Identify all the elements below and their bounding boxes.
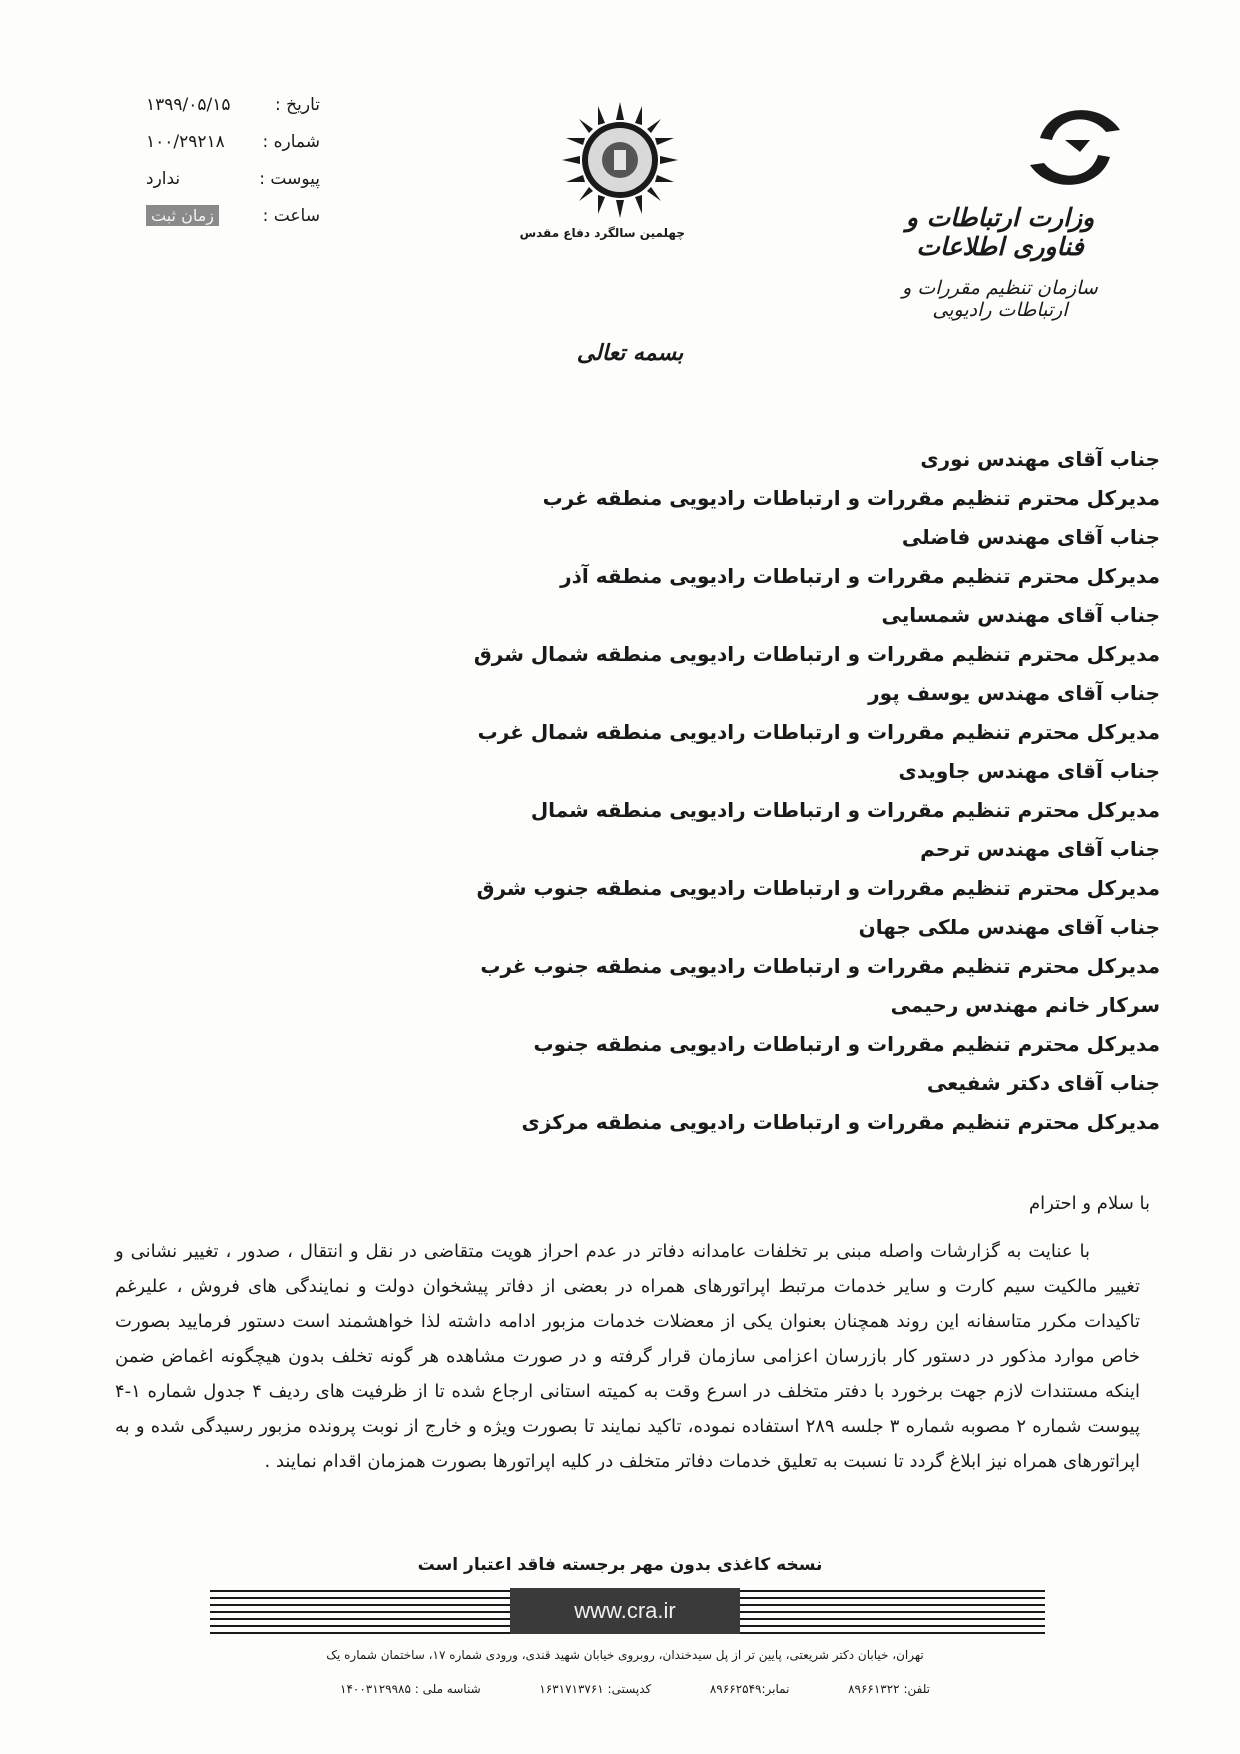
- footer-rules: [210, 1588, 1045, 1634]
- recipient-line: جناب آقای دکتر شفیعی: [926, 1071, 1160, 1095]
- sun-seal-icon: [560, 100, 680, 220]
- number-label: شماره :: [262, 131, 320, 152]
- recipients-list: [460, 440, 1160, 1142]
- recipient-line: مدیرکل محترم تنظیم مقررات و ارتباطات رادیویی منطقه آذر: [560, 564, 1160, 588]
- time-label: ساعت :: [262, 205, 320, 226]
- recipient-line: جناب آقای مهندس فاضلی: [901, 525, 1160, 549]
- greeting: با سلام و احترام: [1029, 1193, 1150, 1214]
- recipient-line: مدیرکل محترم تنظیم مقررات و ارتباطات رادیویی منطقه جنوب: [533, 1032, 1160, 1056]
- national-id: شناسه ملی : ۱۴۰۰۳۱۲۹۹۸۵: [340, 1682, 481, 1696]
- time-row: [140, 197, 320, 234]
- number-row: [140, 123, 320, 160]
- date-value: ۱۳۹۹/۰۵/۱۵: [146, 94, 231, 115]
- recipient-line: مدیرکل محترم تنظیم مقررات و ارتباطات رادیویی منطقه شمال: [530, 798, 1160, 822]
- recipient-line: مدیرکل محترم تنظیم مقررات و ارتباطات رادیویی منطقه شمال شرق: [473, 642, 1160, 666]
- basmala: بسمه تعالی: [576, 340, 684, 366]
- attachment-row: [140, 160, 320, 197]
- recipient-line: جناب آقای مهندس یوسف پور: [868, 681, 1160, 705]
- letter-body: با عنایت به گزارشات واصله مبنی بر تخلفات عامدانه دفاتر در عدم احراز هویت متقاضی در نقل و انتقال ، صدور ، تغییر نشانی و تغییر مالکیت سیم کارت و سایر خدمات مرتبط اپراتورهای همراه در بعضی از دفاتر پیشخوان دولت و نمایندگی های فروش ، علیرغم تاکیدات مکرر متاسفانه این روند همچنان بعنوان یکی از معضلات خدمات مزبور ادامه داشته لذا خواهشمند است دستور فرمایید بصورت خاص موارد مذکور در دستور کار بازرسان اعزامی سازمان قرار گرفته و در صورت مشاهده هر گونه تخلف بدون هیچگونه اغماض ضمن اینکه مستندات لازم جهت برخورد با دفتر متخلف در اسرع وقت به کمیته استانی ارجاع شده تا از ظرفیت های ردیف ۴ جدول شماره ۱-۴ پیوست شماره ۲ مصوبه شماره ۳ جلسه ۲۸۹ استفاده نموده، تاکید نمایند تا بصورت ویژه و خارج از نوبت پرونده مزبور رسیدگی شده و به اپراتورهای همراه نیز ابلاغ گردد تا نسبت به تعلیق خدمات دفاتر متخلف در کلیه اپراتورها بصورت همزمان اقدام نمایند .: [115, 1241, 1140, 1472]
- number-value: ۱۰۰/۲۹۲۱۸: [146, 131, 225, 152]
- attachment-label: پیوست :: [259, 168, 320, 189]
- defense-anniversary-emblem: [519, 100, 685, 240]
- recipient-line: جناب آقای مهندس ترحم: [920, 837, 1160, 861]
- ministry-name: وزارت ارتباطات و فناوری اطلاعات: [905, 203, 1095, 261]
- recipient-line: مدیرکل محترم تنظیم مقررات و ارتباطات رادیویی منطقه جنوب غرب: [480, 954, 1160, 978]
- letter-meta: [140, 86, 320, 234]
- time-value-cell: [140, 206, 250, 226]
- website-link[interactable]: www.cra.ir: [510, 1588, 740, 1634]
- recipient-line: جناب آقای مهندس جاویدی: [898, 759, 1160, 783]
- fax-number: نمابر:۸۹۶۶۲۵۴۹: [709, 1682, 790, 1696]
- recipient-line: جناب آقای مهندس ملکی جهان: [858, 915, 1160, 939]
- recipient-line: مدیرکل محترم تنظیم مقررات و ارتباطات رادیویی منطقه غرب: [542, 486, 1160, 510]
- ministry-logo-icon: [1020, 100, 1130, 195]
- phone-number: تلفن: ۸۹۶۶۱۳۲۲: [848, 1682, 930, 1696]
- footer-address: تهران، خیابان دکتر شریعتی، پایین تر از پل سیدخندان، روبروی خیابان شهید قندی، ورودی شماره ۱۷، ساختمان شماره یک: [326, 1648, 924, 1662]
- recipient-line: جناب آقای مهندس شمسایی: [881, 603, 1160, 627]
- recipient-line: سرکار خانم مهندس رحیمی: [890, 993, 1160, 1017]
- postal-code: کدپستی: ۱۶۳۱۷۱۳۷۶۱: [539, 1682, 652, 1696]
- recipient-line: مدیرکل محترم تنظیم مقررات و ارتباطات رادیویی منطقه شمال غرب: [477, 720, 1160, 744]
- footer-contacts: [340, 1682, 930, 1696]
- date-row: [140, 86, 320, 123]
- date-label: تاریخ :: [275, 94, 320, 115]
- recipient-line: مدیرکل محترم تنظیم مقررات و ارتباطات رادیویی منطقه مرکزی: [521, 1110, 1160, 1134]
- emblem-caption: چهلمین سالگرد دفاع مقدس: [519, 226, 685, 240]
- validity-note: نسخه کاغذی بدون مهر برجسته فاقد اعتبار است: [417, 1555, 823, 1575]
- organization-name: سازمان تنظیم مقررات و ارتباطات رادیویی: [902, 277, 1098, 321]
- attachment-value: ندارد: [146, 168, 181, 189]
- registration-time-stamp: زمان ثبت: [146, 205, 219, 226]
- recipient-line: جناب آقای مهندس نوری: [920, 447, 1160, 471]
- recipient-line: مدیرکل محترم تنظیم مقررات و ارتباطات رادیویی منطقه جنوب شرق: [476, 876, 1160, 900]
- ministry-header: [870, 100, 1130, 321]
